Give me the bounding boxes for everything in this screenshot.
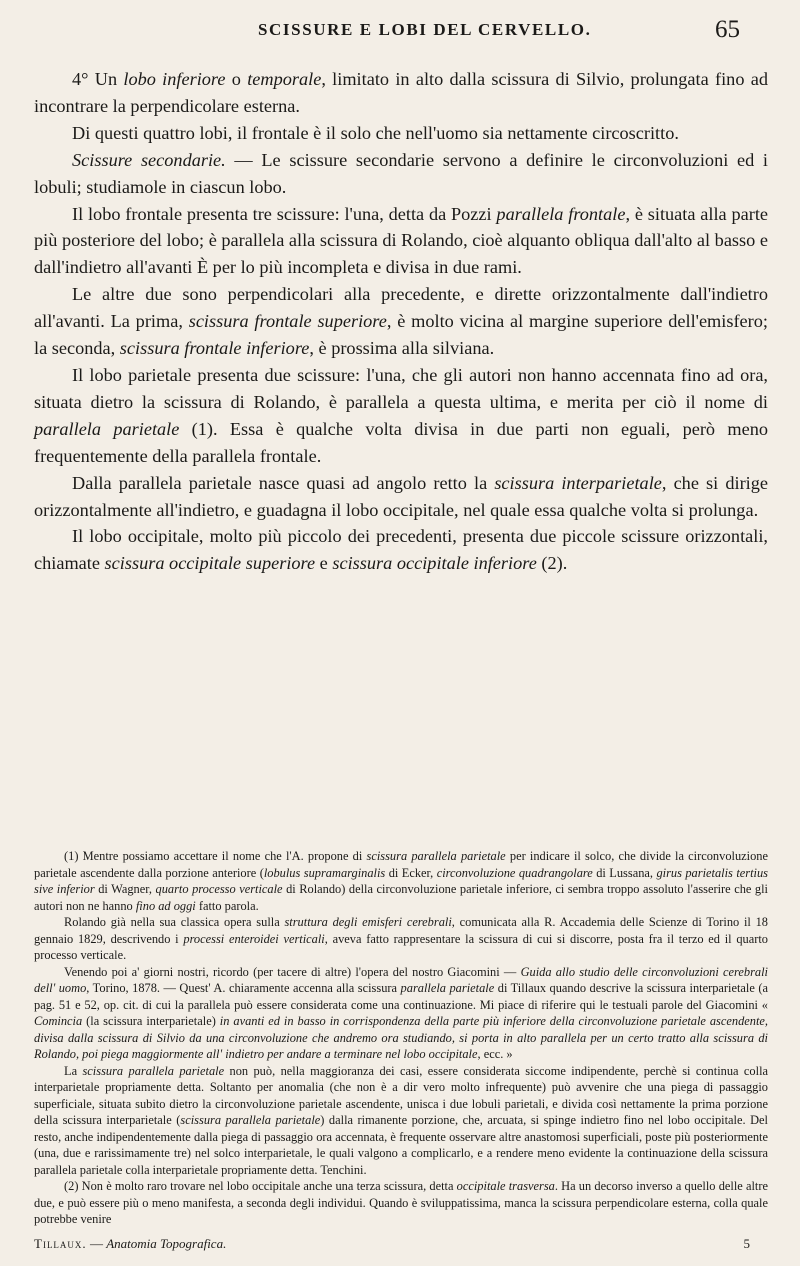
footnote bbox=[34, 914, 768, 964]
page-footer bbox=[34, 1236, 768, 1256]
text-run: , è situata alla parte più posteriore del lobo; è parallela alla scissura di Rolando, cioè alquanto obliqua dall'alto al basso e dall'indietro all'avanti È per lo più incompleta e divisa in due rami. bbox=[34, 203, 769, 278]
text-run: fatto parola. bbox=[195, 898, 259, 913]
italic-run: circonvoluzione quadrangolare bbox=[436, 865, 593, 880]
italic-run: scissura interparietale bbox=[494, 472, 662, 493]
italic-run: scissura frontale inferiore bbox=[119, 338, 310, 359]
text-run: Di questi quattro lobi, il frontale è il solo che nell'uomo sia nettamente circoscritto. bbox=[72, 122, 679, 143]
footnotes bbox=[34, 848, 768, 1228]
text-run: , limitato in alto dalla scissura di Silvio, prolungata fino ad incontrare la perpendicolare esterna. bbox=[34, 69, 769, 116]
italic-run: scissura parallela parietale bbox=[180, 1113, 321, 1127]
paragraph bbox=[34, 147, 768, 201]
text-run: , aveva fatto rappresentare la scissura di cui si discorre, posta fra il terzo ed il quarto processo verticale. bbox=[34, 931, 768, 962]
italic-run: parallela parietale bbox=[400, 981, 495, 995]
text-run: Il lobo parietale presenta due scissure: l'una, che gli autori non hanno accennata fino ad ora, situata dietro la scissura di Rolando, è parallela a questa ultima, e merita per ciò il nome di bbox=[34, 364, 768, 412]
text-run: 4° Un bbox=[72, 69, 124, 89]
text-run: Venendo poi a' giorni nostri, ricordo (per tacere di altre) l'opera del nostro Giacomini — bbox=[64, 964, 521, 979]
italic-run: quarto processo verticale bbox=[155, 882, 283, 896]
paragraph bbox=[34, 281, 768, 362]
italic-run: girus parietalis tertius sive inferior bbox=[34, 865, 768, 896]
text-run: (2) Non è molto raro trovare nel lobo occipitale anche una terza scissura, detta bbox=[64, 1179, 457, 1193]
italic-run: temporale bbox=[247, 69, 322, 89]
italic-run: struttura degli emisferi cerebrali bbox=[284, 915, 452, 929]
italic-run: processi enteroidei verticali bbox=[183, 931, 325, 946]
page-number: 65 bbox=[715, 16, 740, 43]
italic-run: scissura parallela parietale bbox=[82, 1063, 225, 1078]
text-run: Le altre due sono perpendicolari alla precedente, e dirette orizzontalmente dall'indietro all'avanti. La prima, bbox=[34, 284, 768, 332]
italic-run: occipitale trasversa bbox=[456, 1179, 555, 1193]
italic-run: Guida allo studio delle circonvoluzioni cerebrali dell' uomo bbox=[34, 964, 768, 995]
paragraph bbox=[34, 66, 768, 120]
italic-run: scissura occipitale inferiore bbox=[332, 553, 537, 574]
italic-run: lobulus supramarginalis bbox=[263, 865, 386, 880]
running-head bbox=[0, 16, 800, 50]
italic-run: parallela frontale bbox=[496, 203, 626, 224]
paragraph bbox=[34, 362, 768, 470]
text-run: . Ha un decorso inverso a quello delle altre due, e può essere più o meno manifesta, a seconda degli individui. Quando è sviluppatissima, manca la scissura perpendicolare esterna, colla quale potrebbe venire bbox=[34, 1179, 768, 1226]
text-run: Il lobo frontale presenta tre scissure: l'una, detta da Pozzi bbox=[72, 203, 497, 224]
text-run: di Lussana, bbox=[592, 865, 657, 880]
footer-author: Tillaux. bbox=[34, 1236, 87, 1251]
main-text bbox=[34, 66, 768, 577]
text-run: Rolando già nella sua classica opera sulla bbox=[64, 915, 285, 929]
text-run: e bbox=[315, 553, 333, 574]
footer-title: Anatomia Topografica. bbox=[106, 1236, 227, 1251]
italic-run: Scissure secondarie. bbox=[72, 149, 226, 170]
paragraph bbox=[34, 523, 768, 577]
text-run: (1). Essa è qualche volta divisa in due parti non eguali, però meno frequentemente della parallela frontale. bbox=[34, 418, 768, 466]
italic-run: fino ad oggi bbox=[135, 898, 196, 913]
text-run: di Rolando) della circonvoluzione parietale inferiore, ci sembra troppo assoluto l'asserire che gli autori non ne hanno bbox=[34, 882, 768, 913]
italic-run: parallela parietale bbox=[34, 418, 180, 439]
footnote bbox=[34, 1063, 768, 1179]
text-run: non può, nella maggioranza dei casi, essere considerata siccome indipendente, perchè si continua colla interparietale propriamente detta. Soltanto per anomalia (che non è a dir vero molto infrequente) può avvenire che una piega di passaggio superficiale, situata subito dietro la circonvoluzione parietale ascendente, unisca i due lobuli parietali, e divida così nettamente la prima porzione della scissura interparietale ( bbox=[34, 1063, 769, 1127]
paragraph bbox=[34, 201, 768, 282]
text-run: o bbox=[225, 69, 248, 89]
italic-run: scissura frontale superiore bbox=[188, 311, 387, 332]
signature-mark: 5 bbox=[743, 1236, 750, 1251]
footer-dash: — bbox=[86, 1236, 107, 1251]
footnote bbox=[34, 964, 768, 1063]
text-run: , è molto vicina al margine superiore dell'emisfero; la seconda, bbox=[34, 311, 768, 359]
text-run: La bbox=[64, 1063, 83, 1078]
footnote bbox=[34, 848, 768, 914]
running-head-title: SCISSURE E LOBI DEL CERVELLO. bbox=[258, 20, 592, 39]
paragraph bbox=[34, 120, 768, 147]
text-run: ) dalla rimanente porzione, che, arcuata, si spinge indietro fino nel lobo occipitale. Del resto, anche indipendentemente dalla piega di passaggio ora accennata, è frequente osservare altre anastomosi superficiali, poste più posteriormente (una, due e rarissimamente tre) nel solco interparietale, le quali valgono a complicarlo, e a rendere meno evidente la continuazione della scissura parallela parietale colla interparietale propriamente detta. Tenchini. bbox=[34, 1113, 768, 1177]
italic-run: scissura parallela parietale bbox=[366, 849, 506, 863]
text-run: (2). bbox=[536, 553, 568, 574]
text-run: di Ecker, bbox=[385, 865, 437, 880]
text-run: di Wagner, bbox=[94, 882, 156, 896]
text-run: Il lobo occipitale, molto più piccolo dei precedenti, presenta due piccole scissure orizzontali, chiamate bbox=[34, 526, 768, 574]
text-run: , comunicata alla R. Accademia delle Scienze di Torino il 18 gennaio 1829, descrivendo i bbox=[34, 915, 768, 946]
italic-run: Comincia bbox=[34, 1014, 83, 1028]
text-run: (1) Mentre possiamo accettare il nome che l'A. propone di bbox=[64, 849, 367, 863]
paragraph bbox=[34, 470, 768, 524]
text-run: di Tillaux quando descrive la scissura interparietale (a pag. 51 e 52, op. cit. di cui la parallela può essere considerata come una continuazione. Mi piace di riferire qui le testuali parole del Giacomini « bbox=[34, 981, 768, 1012]
text-run: , è prossima alla silviana. bbox=[309, 338, 495, 359]
text-run: per indicare il solco, che divide la circonvoluzione parietale ascendente dalla porzione anteriore ( bbox=[34, 849, 768, 880]
text-run: , Torino, 1878. — Quest' A. chiaramente accenna alla scissura bbox=[86, 981, 401, 995]
italic-run: scissura occipitale superiore bbox=[104, 553, 316, 574]
text-run: Dalla parallela parietale nasce quasi ad angolo retto la bbox=[72, 472, 495, 493]
text-run: , ecc. » bbox=[477, 1047, 513, 1061]
text-run: — Le scissure secondarie servono a definire le circonvoluzioni ed i lobuli; studiamole in ciascun lobo. bbox=[34, 149, 769, 197]
text-run: (la scissura interparietale) bbox=[82, 1014, 220, 1028]
italic-run: in avanti ed in basso in corrispondenza della parte più inferiore della circonvoluzione parietale ascendente, divisa dalla scissura di Silvio da una circonvoluzione che andremo ora studiando, si porta in alto parallela per un certo tratto alla scissura di Rolando, poi piega maggiormente all' indietro per andare a terminare nel lobo occipitale bbox=[34, 1014, 768, 1061]
footnote bbox=[34, 1178, 768, 1228]
text-run: , che si dirige orizzontalmente all'indietro, e guadagna il lobo occipitale, nel quale essa qualche volta si prolunga. bbox=[34, 472, 768, 520]
footer-citation bbox=[34, 1236, 226, 1252]
italic-run: lobo inferiore bbox=[123, 69, 226, 89]
